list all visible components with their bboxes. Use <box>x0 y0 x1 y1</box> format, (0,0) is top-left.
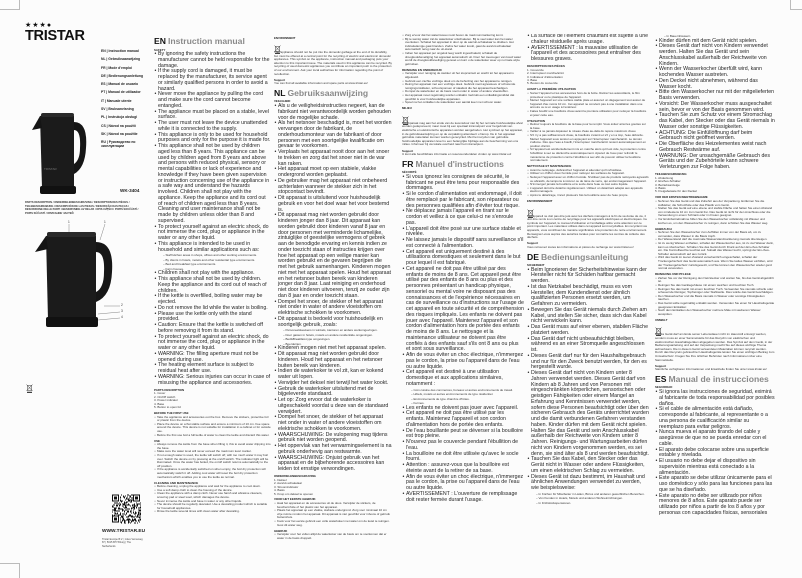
safety-bullet: • Dit apparaat is bedoeld voor huishoudelijk en soortgelijk gebruik, zoals: <box>274 317 392 329</box>
weee-bin-icon <box>655 323 662 332</box>
instruction-bullet: • If not enough water is used, the kettle will switch off, with too much water it may boil over. Switch the device on by pressing at the on/off switch. The indicator light will be illuminated. Once the water has boiled, the on/off switch returns automatically to the off position. <box>154 454 271 468</box>
paragraph: Dit apparaat mag aan het einde van de levensduur niet bij het normale huishoudelijke afval worden gedeponeerd, maar moet bij een speciaal inzamelpunt voor hergebruik van elektrische en elektronische apparaten worden aangeboden. Het symbool op het apparaat, in de gebruiksaanwijzing en op de verpakking attendeert u hierop. De in het apparaat gebruikte materialen kunnen worden gerecycled. Met het recyclen van gebruikte huishoudelijke apparaten levert u een belangrijke bijdrage aan de bescherming van ons milieu. Informeer bij uw lokale overheid naar het inzamelpunt. <box>402 120 523 147</box>
usage-subitem: – In Bauernhäusern. <box>664 34 692 38</box>
instruction-bullet: • Nehmen Sie den Wasserkocher zum Auffüllen immer von der Basis ab, um zu vermeiden, dass Wasser in die Basis tropft. <box>655 231 775 238</box>
instruction-bullet: • Kook voor het eerste gebruik een volle waterkoker met water om de ketel te reinigen. Gooi dit water weg. <box>274 520 392 527</box>
safety-bullet: • AVERTISSEMENT : L'ouverture de remplissage doit rester fermée durant l'usage. <box>402 492 524 504</box>
language-item: SK | Návod na použitie <box>101 131 138 136</box>
paragraph: Vous retrouvez toutes les informations et pièces de rechange sur www.tristar.eu! <box>527 244 634 249</box>
usage-subitem: – In Küchen für Mitarbeiter in Läden, Büros und anderen gewerblichen Bereichen. <box>536 491 645 496</box>
instruction-bullet: • Clean the appliance with a damp cloth. Never use harsh and abrasive cleaners, scouring pad or steel wool, which damages the device. <box>154 492 271 499</box>
part-item: 3. Stroomindicator <box>274 484 299 489</box>
safety-bullet: • Het apparaat moet op een stabiele, vlakke ondergrond worden geplaatst. <box>274 167 392 179</box>
safety-bullet: • Dit apparaat mag niet worden gebruikt door kinderen. Houd het apparaat en het netsnoer buiten bereik van kinderen. <box>274 352 392 369</box>
section-heading: Support <box>527 241 539 246</box>
usage-subitem: – By clients in hotels, motels and other residential type environments. <box>163 257 256 262</box>
instruction-bullet: • Verwijder voor het vullen altijd de waterkoker van de basis om te voorkomen dat er water in de basis druppelt. <box>274 533 392 540</box>
language-code: ES <box>655 373 667 384</box>
safety-bullet: • El aparato debe colocarse sobre una superficie estable y nivelada. <box>655 448 775 460</box>
instruction-bullet: • Before cleaning, unplug the appliance and wait for the appliance to cool down. <box>154 485 271 489</box>
safety-bullet: • Als u de veiligheidsinstructies negeert, kan de fabrikant niet verantwoordelijk worden gehouden voor de mogelijke schade. <box>274 104 392 121</box>
usage-subitem: – Boerderijen. <box>283 341 302 346</box>
instruction-bullet: • Gebruik een zachte vochtige doek om de behuizing van het apparaat te reinigen. <box>402 80 524 84</box>
safety-bullet: • Afin de vous éviter un choc électrique, n'immergez pas le cordon, la prise ou l'appareil dans de l'eau ou autre liquide. <box>402 353 524 370</box>
safety-bullet: • WAARSCHUWING: Onjuist gebruik van het apparaat en de bijbehorende accessoires kan leiden tot ernstige verwondingen. <box>274 456 392 473</box>
section-heading: VOOR HET EERSTE GEBRUIK <box>274 497 316 502</box>
safety-bullet: • El usuario no debe dejar el dispositivo sin supervisión mientras está conectado a la alimentación. <box>655 459 775 476</box>
paragraph: U kunt alle beschikbare informatie en reserveonderdelen vinden op www.tristar.eu! <box>402 152 512 157</box>
safety-bullet: • By ignoring the safety instructions the manufacturer cannot be held responsible for the damage. <box>154 52 271 69</box>
safety-bullet: • Afin de vous éviter un choc électrique, n'immergez pas le cordon, la prise ou l'appareil dans de l'eau ou autre liquide. <box>402 475 524 492</box>
safety-bullet: • Tauchen Sie das Kabel, den Stecker oder das Gerät nicht in Wasser oder andere Flüssigkeiten, um einen elektrischen Schlag zu vermeiden. <box>527 457 649 474</box>
language-section-title <box>402 159 524 169</box>
part-item: 5. Freigabetaste für den Deckel <box>655 189 697 194</box>
crop-mark-bottom-left <box>0 563 20 578</box>
safety-bullet: • Kinderen mogen niet met het apparaat spelen. <box>274 346 392 352</box>
part-item: 3. Indicateur d'alimentation <box>527 74 563 79</box>
section-heading: TEILEBESCHREIBUNG <box>655 172 687 177</box>
instruction-bullet: • The device should be regularly descaled. Use a descaling product which is suitable for household appliances. <box>154 503 271 510</box>
instruction-bullet: • Retirez toujours la bouilloire de la base pour la remplir. Vous évitez ainsi les gouttes sur la base. <box>527 123 649 130</box>
safety-bullet: • WARNING: The filling aperture must not be opened during use. <box>154 352 271 364</box>
instruction-bullet: • Stellen Sie das Gerät auf eine ebene und stabile Fläche und halten Sie einen Abstand von mindestens 10 cm zum Gerät frei. Das Gerät ist nicht für den Anschluss oder die Verwendung in einem Schrank oder im Freien geeignet. <box>655 207 775 218</box>
instruction-bullet: • Spoel na het ontkalken de waterkoker een aantal keer met schoon water. <box>402 101 524 105</box>
safety-bullet: • WAARSCHUWING: De vulopening mag tijdens gebruik niet worden geopend. <box>274 433 392 445</box>
safety-bullet: • Ne laissez jamais le dispositif sans surveillance s'il est connecté à l'alimentation. <box>402 238 524 250</box>
part-item: 3. Power indicator <box>154 398 179 403</box>
language-section-title <box>154 36 271 46</box>
safety-bullet: • The appliance must be placed on a stable, level surface. <box>154 110 271 122</box>
section-heading: DESCRIPTION DES PIÈCES <box>527 64 565 69</box>
safety-bullet: • This appliance is intended to be used in household and similar applications such as: <box>154 242 271 254</box>
part-item: 5. Bouton du couvercle <box>527 81 558 86</box>
part-item: 4. Basis <box>274 488 285 493</box>
language-code: NL <box>274 87 286 98</box>
manual-title: Manuel d'instructions <box>415 158 504 169</box>
safety-bullet: • Si ignora las instrucciones de seguridad, eximirá al fabricante de toda responsabilidad por posibles daños. <box>655 390 775 407</box>
logo-stars: ★★★● <box>25 22 53 29</box>
kettle-logo-text: TRISTAR <box>44 167 57 171</box>
safety-bullet: • This appliance shall not be used by children. Keep the appliance and its cord out of reach of children. <box>154 277 271 294</box>
instruction-bullet: • Take the appliance and accessories out the box. Remove the stickers, protective foil or plastic from the device. <box>154 416 271 423</box>
language-item: PL | Instrukcja obsługi <box>101 115 138 120</box>
paragraph: Cet appareil ne doit pas être jeté avec les déchets ménagers à la fin de sa durée de vie, il doit être remis à un centre de recyclage pour les appareils électriques et électroniques. Ce symbole sur l'appareil, le manuel d'utilisation et l'emballage attire votre attention sur ce point important. Les matériaux utilisés dans cet appareil sont recyclables. En recyclant vos appareils, vous contribuez de manière significative à la protection de notre environnement. Renseignez-vous auprès des autorités locales pour connaître les centres de collecte des déchets. <box>527 213 648 240</box>
section-heading: Support <box>274 77 286 82</box>
usage-subitem: – Personeelskeukens in winkels, kantoren en andere werkomgevingen. <box>283 328 378 333</box>
safety-bullet: • If the kettle is overfilled, boiling water may be ejected. <box>154 294 271 306</box>
instruction-bullet: • Sortez l'appareil et les accessoires hors de la boîte. Retirez les autocollants, le film protecteur ou le plastique de l'appareil. <box>527 92 649 99</box>
safety-bullet: • Das Gerät muss auf einer ebenen, stabilen Fläche platziert werden. <box>527 325 649 337</box>
usage-subitem: – Von Kunden in Hotels, Motels und anderen Wohneinrichtungen. <box>536 496 624 501</box>
language-section-title <box>655 374 775 384</box>
section-heading: MILIEU <box>402 106 412 111</box>
instruction-bullet: • Reinigen Sie das Gerät mit einem feuchten Tuch. Verwenden Sie niemals scharfe oder scheuernde Reiniger, Topfreiniger oder Stahlwolle. Dies würde das Gerät beschädigen. <box>655 288 775 295</box>
instruction-bullet: • Make sure the water level will never exceed the maximum level marker. <box>154 450 271 454</box>
manual-title: Gebruiksaanwijzing <box>287 87 369 98</box>
instruction-bullet: • Avant le nettoyage, débranchez l'appareil et attendez qu'il refroidisse. <box>527 169 649 173</box>
section-heading: SICHERHEIT <box>527 263 545 268</box>
safety-bullet: • Si el cable de alimentación está dañado, corresponde al fabricante, al representante o a una persona de cualificación similar su reemplazo para evitar peligros. <box>655 407 775 430</box>
part-item: 4. Base <box>527 78 538 83</box>
instruction-bullet: • Bij te weinig water zal de waterkoker uitschakelen. Bij te veel water kan het water overkoken. Schakel het apparaat in door op de aan/uit-schakelaar te drukken. Het indicatielampje gaat branden. Zodra het water kookt, gaat de aan/uit-schakelaar automatisch terug naar de uit-stand. <box>402 38 524 52</box>
safety-bullet: • Bewegen Sie das Gerät niemals durch Ziehen am Kabel, und stellen Sie sicher, dass sich das Kabel nicht verwickeln kann. <box>527 308 649 325</box>
section-heading: UMWELT <box>655 317 668 322</box>
section-heading: ENVIRONMENT <box>274 35 296 40</box>
logo-wordmark: TRISTAR <box>25 28 85 44</box>
language-item: EN | Instruction manual <box>101 49 139 53</box>
instruction-bullet: • Rinse the kettle several times with clean water after descaling. <box>154 510 271 514</box>
instruction-bullet: • L'appareil doit être détartré régulièrement. Utilisez un détartrant adapté aux appareils électroménagers. <box>527 187 649 194</box>
crop-mark-top-right <box>790 0 802 10</box>
safety-bullet: • De l'eau bouillante peut se déverser si la bouilloire est trop pleine. <box>402 429 524 441</box>
safety-bullet: • Die Oberfläche des Heizelementes weist nach Gebrauch Restwärme auf. <box>655 142 775 154</box>
usage-subitem: – Hôtels, motels et autres environnements de type résidentiel. <box>411 392 494 397</box>
manual-title: Manual de instrucciones <box>668 373 769 384</box>
qr-code[interactable] <box>112 493 141 525</box>
instruction-bullet: • Haal het apparaat en de accessoires uit de doos. Verwijder de stickers, de beschermfolie of het plastic van het apparaat. <box>274 502 392 509</box>
usage-subitem: – Coin cuisine des commerces, bureaux et autres environnements de travail. <box>411 387 513 392</box>
safety-bullet: • Si le cordon d'alimentation est endommagé, il doit être remplacé par le fabricant, son réparateur ou des personnes qualifiées afin d'éviter tout risque. <box>402 192 524 209</box>
safety-bullet: • Dompel het snoer, de stekker of het apparaat niet onder in water of andere vloeistoffen om elektrische schokken te voorkomen. <box>274 300 392 317</box>
instruction-bullet: • Reinigen Sie das Gerätegehäuse mit einem weichen und feuchten Tuch. <box>655 284 775 288</box>
language-item: PT | Manual de utilizador <box>101 90 141 95</box>
language-item: NL | Gebruiksaanwijzing <box>101 57 141 62</box>
safety-bullet: • If the supply cord is damaged, it must be replaced by the manufacturer, its service agent or similarly qualified persons in order to avoid a hazard. <box>154 69 271 92</box>
language-item: FR | Mode d'emploi <box>101 65 132 70</box>
safety-bullet: • Let op: Zorg ervoor dat de waterkoker is uitgeschakeld voordat u deze van de standaard verwijdert. <box>274 398 392 415</box>
safety-bullet: • Do not remove the lid while the water is boiling. <box>154 306 271 312</box>
model-number: WK-3404 <box>120 188 140 193</box>
safety-bullet: • Ist das Netzkabel beschädigt, muss es vom Hersteller, dem Kundendienst oder ähnlich qualifizierten Personen ersetzt werden, um Gefahren zu vermeiden. <box>527 285 649 308</box>
part-item: 5. Knop om deksel te openen <box>274 491 314 496</box>
weee-bin-icon <box>527 205 534 214</box>
manual-title: Instruction manual <box>167 36 245 46</box>
safety-bullet: • Cet appareil ne doit pas être utilisé par les enfants. Maintenez l'appareil et son cordon d'alimentation hors de portée des enfants. <box>402 411 524 428</box>
safety-bullet: • Este aparato no debe ser utilizado por niños menores de 8 años. Este aparato puede ser utilizado por niños a partir de los 8 años y por personas con capacidades físicas, sensoriales <box>655 494 775 517</box>
paragraph: This appliance should not be put into the domestic garbage at the end of its durability, but must be offered at a central point for the recycling of electric and electronic domestic appliances. This symbol on the appliance, instruction manual and packaging puts your attention to this important issue. The materials used in this appliance can be recycled. By recycling of used domestic appliances you contribute an important push to the protection of our environment. Ask your local authorities for information regarding the point of recollection. <box>274 50 392 76</box>
safety-bullet: • Dompel het snoer, de stekker of het apparaat niet onder in water of andere vloeistoffen om elektrische schokken te voorkomen. <box>274 415 392 432</box>
instruction-bullet: • Indien het apparaat per ongeluk leeg wordt ingeschakeld, schakelt de droogkookbeveiliging het apparaat automatisch uit. Door het toevoegen van koud water wordt de droogkookbeveiliging gereset en kunt u de waterkoker weer op normale wijze gebruiken. <box>402 52 524 66</box>
safety-bullet: • ACHTUNG: Die Einfüllöffnung darf beim Gebrauch nicht geöffnet werden. <box>655 131 775 143</box>
part-item: 1. Abdeckung <box>655 175 674 180</box>
safety-bullet: • Das Gerät darf nicht unbeaufsichtigt bleiben, während es an einer Stromquelle angeschlossen ist. <box>527 337 649 354</box>
language-code: FR <box>402 158 414 169</box>
safety-bullet: • Als het netsnoer beschadigd is, moet het worden vervangen door de fabrikant, de onderhoudsmonteur van de fabrikant of door personen met een soortgelijke kwalificatie om gevaar te voorkomen. <box>274 121 392 150</box>
callout-1b: 1 <box>104 220 106 224</box>
safety-bullet: • Dieses Gerät darf nicht von Kindern unter 8 Jahren verwendet werden. Dieses Gerät darf von Kindern ab 8 Jahren und von Personen mit eingeschränkten körperlichen, sensorischen oder geistigen Fähigkeiten oder einem Mangel an Erfahrung und Kenntnissen verwendet werden, sofern diese Personen beaufsichtigt oder über den sicheren Gebrauch des Geräts unterrichtet wurden und die damit verbundenen Gefahren verstanden haben. Kinder dürfen mit dem Gerät nicht spielen. Halten Sie das Gerät und sein Anschlusskabel außerhalb der Reichweite von Kindern unter 8 Jahren. Reinigungs- und Wartungsarbeiten dürfen nicht von Kindern vorgenommen werden, es sei denn, sie sind älter als 8 und werden beaufsichtigt. <box>527 371 649 457</box>
website-link[interactable]: WWW.TRISTAR.EU <box>102 529 146 534</box>
section-heading: SÉCURITÉ <box>402 170 417 175</box>
instruction-bullet: • Never immerse the kettle and base in water or any other liquids. <box>154 500 271 504</box>
safety-bullet: • Verwijder het deksel niet terwijl het water kookt. <box>274 381 392 387</box>
safety-bullet: • Attention : assurez-vous que la bouilloire est éteinte avant de la retirer de sa base. <box>402 463 524 475</box>
paragraph: You can find all available information and spare parts at www.tristar.eu! <box>274 81 368 86</box>
part-item: 2. On/Off switch <box>154 394 176 399</box>
safety-bullet: • Verplaats het apparaat nooit door aan het snoer te trekken en zorg dat het snoer niet in de war kan raken. <box>274 150 392 167</box>
instruction-bullet: • Utilisez un chiffon doux humide pour nettoyer les surfaces de l'appareil. <box>527 172 649 176</box>
safety-bullet: • Dieses Gerät darf nicht von Kindern verwendet werden. Halten Sie das Gerät und sein Anschlusskabel außerhalb der Reichweite von Kindern. <box>655 44 775 67</box>
manual-title: Bedienungsanleitung <box>540 251 629 262</box>
instruction-bullet: • Place the device on a flat stable surface and ensure a minimum of 10 cm. free space around the device. This device is not suitable for installation in a cabinet or for outside use. <box>154 423 271 434</box>
part-item: 4. Base <box>154 401 165 406</box>
weee-bin-icon <box>402 112 409 121</box>
safety-bullet: • Never move the appliance by pulling the cord and make sure the cord cannot become entangled. <box>154 92 271 109</box>
safety-bullet: • This appliance shall not be used by children aged less than 8 years. This appliance can be used by children aged from 8 years and above and persons with reduced physical, sensory or mental capabilities or lack of experience and knowledge if they have been given supervision or instruction concerning use of the appliance in a safe way and understand the hazards involved. Children shall not play with the appliance. Keep the appliance and its cord out of reach of children aged less than 8 years. Cleaning and user maintenance shall not be made by children unless older than 8 and supervised. <box>154 144 271 225</box>
instruction-bullet: • Nehmen Sie das Gerät und das Zubehör aus der Verpackung. Entfernen Sie die Aufkleber, die Schutzfolie oder das Plastik vom Gerät. <box>655 200 775 207</box>
language-item: RU | Руководство по эксплуатации <box>101 140 136 148</box>
section-heading: ONDERDELENBESCHRIJVING <box>274 474 316 479</box>
safety-bullet: • Dit apparaat mag niet worden gebruikt door kinderen jonger dan 8 jaar. Dit apparaat kan worden gebruikt door kinderen vanaf 8 jaar en door personen met verminderde lichamelijke, zintuiglijke of geestelijke vermogens of gebrek aan de benodigde ervaring en kennis indien ze onder toezicht staan of instructies krijgen over hoe het apparaat op een veilige manier kan worden gebruikt en de gevaren begrijpen die met het gebruik samenhangen. Kinderen mogen niet met het apparaat spelen. Houd het apparaat en het netsnoer buiten bereik van kinderen jonger dan 8 jaar. Laat reiniging en onderhoud niet door kinderen uitvoeren, tenzij ze ouder zijn dan 8 jaar en onder toezicht staan. <box>274 213 392 299</box>
safety-bullet: • Si vous ignorez les consignes de sécurité, le fabricant ne peut être tenu pour responsable des dommages. <box>402 175 524 192</box>
column-fr-de <box>527 34 649 572</box>
instruction-bullet: • Ist zu wenig Wasser enthalten, schaltet der Wasserkocher aus, ist zu viel Wasser darin, kann es überkochen. Schalten Sie das Gerät durch Druck auf den Ein-/Aus-Schalter ein. Die Kontrollleuchte leuchtet auf. Sobald das Wasser kocht, springt der Ein-/Aus-Schalter automatisch auf aus zurück. <box>655 242 775 256</box>
parts-description-title: PARTS DESCRIPTION / ONDERDELENBESCHRIJVING / DESCRIPTION DES PIÈCES / TEILEBESCHREIBUNG / DESCRIPCIÓN DE LAS PIEZAS / DESCRIÇÃO DAS PEÇAS / DESCRIZIONE DELLE PARTI / BESKRIVNING AV DELAR / OPIS CZĘŚCI / POPIS SOUČÁSTÍ / POPIS SÚČASTÍ / ОПИСАНИЕ ЧАСТЕЙ <box>25 201 139 215</box>
usage-subitem: – In Frühstückspensionen. <box>536 500 572 505</box>
instruction-bullet: • Reinig het apparaat met een vochtige doek. Gebruik nooit agressieve of schurende reinigingsmiddelen, schuursponsen of staalwol die het apparaat beschadigen. <box>402 83 524 90</box>
column-nl-fr <box>402 34 524 572</box>
safety-bullet: • AVERTISSEMENT : la mauvaise utilisation de l'appareil et des accessoires peut entraîner des blessures graves. <box>527 46 649 63</box>
section-heading: GEBRUIK <box>274 528 288 533</box>
safety-bullet: • Please use the kettle only with the stand provided. <box>154 312 271 324</box>
callout-2: 2 <box>121 303 123 307</box>
instruction-bullet: • Always remove the kettle from the base when filling it, this to avoid water dripping into the base. <box>154 443 271 450</box>
safety-bullet: • Bitte den Wasserkocher nur mit der mitgelieferten Basis verwenden. <box>655 90 775 102</box>
language-item: DE | Bedienungsanleitung <box>101 73 144 78</box>
instruction-bullet: • Der Wasserstand darf die maximale Wasserstandmarkierung niemals übersteigen. <box>655 238 775 242</box>
safety-bullet: • To protect yourself against an electric shock, do not immerse the cord, plug or appliance in the water or any other liquid. <box>154 335 271 352</box>
safety-bullet: • Este aparato se debe utilizar únicamente para el uso doméstico y sólo para las funciones para las que se ha diseñado. <box>655 476 775 493</box>
safety-bullet: • Les enfants ne doivent pas jouer avec l'appareil. <box>402 406 524 412</box>
instruction-bullet: • S'il n'y a pas suffisamment d'eau, la bouilloire s'éteint et s'il y en a trop, l'eau déborde. Mettez l'appareil sous tension en appuyant sur l'interrupteur marche/arrêt. Le témoin s'allume. Dès que l'eau a bouilli, l'interrupteur marche/arrêt revient automatiquement en position d'arrêt. <box>527 134 649 148</box>
language-code: DE <box>527 251 539 262</box>
part-item: 1. Couvercle <box>527 67 544 72</box>
tristar-logo <box>25 22 100 44</box>
safety-bullet: • This appliance is only to be used for household purposes and only for the purpose it is made for. <box>154 133 271 145</box>
section-heading: Support <box>402 148 414 153</box>
safety-bullet: • Dieses Gerät ist dazu bestimmt, im Haushalt und ähnlichen Anwendungen verwendet zu werden, wie beispielsweise: <box>527 475 649 492</box>
section-heading: GEBRAUCH <box>655 226 672 231</box>
safety-bullet: • Dit apparaat is uitsluitend voor huishoudelijk gebruik en voor het doel waar het voor bestemd is. <box>274 196 392 213</box>
instruction-bullet: • Vor Erstinbetriebnahme füllen Sie den Wasserkocher vollständig mit Wasser und kochen es, um den Wasserkocher zu reinigen, dann schütten Sie das Wasser weg. <box>655 218 775 225</box>
instruction-bullet: • Den Wasserkocher und die Basis niemals in Wasser oder sonstige Flüssigkeiten tauchen. <box>655 295 775 302</box>
instruction-bullet: • Si l'appareil est accidentellement mis en marche alors qu'il est vide, la protection contre l'ébullition à sec se déclenche automatiquement. Ajoutez de l'eau pour refroidir le mécanisme de protection contre l'ébullition à sec afin de pouvoir utiliser la bouilloire normalement. <box>527 148 649 162</box>
instruction-bullet: • Het apparaat moet regelmatig worden ontkalkt. Gebruik een ontkalkingsmiddel dat geschikt is voor huishoudelijke apparaten. <box>402 94 524 101</box>
instruction-bullet: • Veillez à ne jamais dépasser le niveau d'eau au-delà du repère maximum d'eau. <box>527 130 649 134</box>
section-heading: SAFETY <box>154 47 166 52</box>
usage-subitem: – Fermes. <box>411 401 425 406</box>
column-de-es <box>655 34 775 572</box>
instruction-bullet: • Before the first use boil a full kettle of water to clean the kettle and discard this water. <box>154 434 271 438</box>
weee-bin-icon <box>274 41 281 50</box>
part-item: 2. Interrupteur marche/arrêt <box>527 71 564 76</box>
safety-bullet: • Kinder dürfen mit dem Gerät nicht spielen. <box>655 39 775 45</box>
safety-bullet: • The heating element surface is subject to residual heat after use. <box>154 363 271 375</box>
language-item: CS | Návod na použití <box>101 123 136 128</box>
column-en <box>154 34 271 572</box>
kettle-product-image <box>30 108 88 196</box>
safety-bullet: • Tauchen Sie zum Schutz vor einem Stromschlag das Kabel, den Stecker oder das Gerät niemals in Wasser oder sonstige Flüssigkeiten. <box>655 113 775 130</box>
callout-4: 4 <box>121 315 123 319</box>
safety-bullet: • WARNUNG: Der unsachgemäße Gebrauch des Geräts und der Zubehörteile kann schwere Verletzungen zur Folge haben. <box>655 154 775 171</box>
instruction-bullet: • N'immergez jamais la bouilloire et le socle dans l'eau ou tout autre liquide. <box>527 183 649 187</box>
section-heading: CLEANING AND MAINTENANCE <box>154 480 199 485</box>
instruction-bullet: • Das Gerät sollte regelmäßig entkalkt werden. Verwenden Sie einen für Haushaltsgeräte geeigneten Entkalker. <box>655 302 775 309</box>
language-item: ES | Manual de usuario <box>101 82 139 87</box>
safety-bullet: • Caution: Ensure that the kettle is switched off before removing it from its stand. <box>154 323 271 335</box>
section-heading: VEILIGHEID <box>274 99 291 104</box>
safety-bullet: • Children shall not play with the appliance. <box>154 271 271 277</box>
weee-bin-icon <box>26 384 33 393</box>
usage-subitem: – Staff kitchen areas in shops, offices and other working environments. <box>163 253 257 258</box>
part-item: 2. Ein/Aus-Schalter <box>655 179 681 184</box>
paragraph: Sämtliche verfügbaren Informationen und Ersatzteile finden Sie unter www.tristar.eu! <box>655 367 768 372</box>
safety-bullet: • Cet appareil est uniquement destiné à des utilisations domestiques et seulement dans le but pour lequel il est fabriqué. <box>402 250 524 267</box>
language-section-title <box>274 88 392 98</box>
section-heading: VOR DER ERSTEN INBETRIEBNAHME <box>655 195 708 200</box>
section-heading: USE <box>154 438 160 443</box>
safety-bullet: • Gebruik de waterkoker uitsluitend met de bijgeleverde standaard. <box>274 387 392 399</box>
part-item: 3. Betriebsanzeige <box>655 182 680 187</box>
safety-bullet: • La bouilloire ne doit être utilisée qu'avec le socle fourni. <box>402 452 524 464</box>
safety-bullet: • De gebruiker mag het apparaat niet onbeheerd achterlaten wanneer de stekker zich in het stopcontact bevindt. <box>274 179 392 196</box>
safety-bullet: • Cet appareil ne doit pas être utilisé par des enfants de moins de 8 ans. Cet appareil peut être utilisé par des enfants de 8 ans ou plus et des personnes présentant un handicap physique, sensoriel ou mental voire ne disposant pas des connaissances et de l'expérience nécessaires en cas de surveillance ou d'instructions sur l'usage de cet appareil en toute sécurité et de compréhension des risques impliqués. Les enfants ne doivent pas jouer avec l'appareil. Maintenez l'appareil et son cordon d'alimentation hors de portée des enfants de moins de 8 ans. Le nettoyage et la maintenance utilisateur ne doivent pas être confiés à des enfants sauf s'ils ont 8 ans ou plus et sont sous surveillance. <box>402 267 524 353</box>
instruction-bullet: • Plaats het apparaat op een vlakke, stabiele ondergrond. Zorg voor minimaal 10 cm vrije ruimte rondom het apparaat. Dit apparaat is niet geschikt voor inbouw of gebruik buitenshuis. <box>274 509 392 520</box>
safety-bullet: • Dieses Gerät darf nur für den Haushaltsgebrauch und nur für den Zweck benutzt werden, für den es hergestellt wurde. <box>527 354 649 371</box>
instruction-bullet: • Nach dem Entkalken den Wasserkocher mehrere Male mit sauberem Wasser ausspülen. <box>655 309 775 316</box>
instruction-bullet: • Zorg ervoor dat het waterniveau nooit boven de maximummarkering komt. <box>402 34 524 38</box>
paragraph: Dieses Gerät darf am Ende seiner Lebensdauer nicht im Hausmüll entsorgt werden, sondern muss an einer Sammelstelle für das Recyclin von elektrischen und elektronischen Haushaltsgeräten abgegeben werden. Das Symbol auf dem Gerät, in der Bedienungsanleitung und auf der Verpackung macht Sie auf dieses wichtige Thema aufmerksam. Die in diesem Gerät verwendeten Materialien können recycelt werden. Durch das Recyceln gebrauchter Haushaltsgeräte leisten Sie einen wichtigen Beitrag zum Umweltschutz. Fragen Sie Ihre örtlichen Behörden nach Informationen über eine Sammelstelle. <box>655 332 775 362</box>
instruction-bullet: • Mettez l'appareil sur une surface stable plate et assurez un dégagement tout autour de l'appareil d'au moins 10 cm. Cet appareil ne convient pas à une installation dans une armoire ou à un usage à l'extérieur. <box>527 99 649 110</box>
language-item: SV | Bruksanvisning <box>101 107 134 112</box>
usage-subitem: – Door gasten in hotels, motels en andere residentiële omgevingen. <box>283 332 373 337</box>
language-code: EN <box>154 36 166 46</box>
safety-bullet: • Het oppervlak van het verwarmingselement is na gebruik onderhevig aan restwarmte. <box>274 444 392 456</box>
instruction-bullet: • Nettoyez l'appareil avec un chiffon humide. N'utilisez pas de produits nettoyants agressifs ou abrasifs, de tampons à récurer ou de laine de verre, qui endommageraient l'appareil. <box>527 176 649 183</box>
safety-bullet: • Indien de waterkoker te vol zit, kan er kokend water uit lopen. <box>274 369 392 381</box>
safety-bullet: • Cet appareil est destiné à une utilisation domestique et aux applications similaires, notamment : <box>402 370 524 387</box>
part-item: 4. Basis <box>655 186 666 191</box>
safety-bullet: • WARNING: Serious injuries can occur in case of misusing the appliance and accessories. <box>154 375 271 387</box>
instruction-bullet: • Use a soft damp cloth to clean the housing of the device. <box>154 489 271 493</box>
safety-bullet: • The user must not leave the device unattended while it is connected to the supply. <box>154 121 271 133</box>
section-heading: ENVIRONNEMENT <box>527 199 553 204</box>
instruction-bullet: • Wird das Gerät im leeren Zustand versehentlich eingeschaltet, schaltet der Trockengehschutz das Gerät automatisch aus. Wenn Sie kaltes Wasser einfüllen, wird der Trockengehschutz zurückgesetzt, und Sie können den Wasserkocher wieder ganz normal verwenden. <box>655 256 775 270</box>
section-heading: BEFORE THE FIRST USE <box>154 410 189 415</box>
part-item: 5. Button to open lid <box>154 405 181 410</box>
usage-subitem: – Environnements de type chambre d'hôtes. <box>411 396 470 401</box>
instruction-bullet: • Dompel de waterkoker en de basis nooit onder in water of andere vloeistoffen. <box>402 90 524 94</box>
callout-1: 1 <box>68 220 70 224</box>
usage-subitem: – Bed and breakfast type environments. <box>163 262 217 267</box>
language-section-title <box>527 252 649 262</box>
safety-bullet: • La surface de l'élément chauffant est sujette à une chaleur résiduelle après usage. <box>527 34 649 46</box>
instruction-bullet: • Verwijder voor reiniging de stekker uit het stopcontact en wacht tot het apparaat is afgekoeld. <box>402 72 524 79</box>
safety-bullet: • L'appareil doit être posé sur une surface stable et nivelée. <box>402 227 524 239</box>
section-heading: UTILISATION <box>527 118 545 123</box>
language-item: IT | Manuale utente <box>101 98 132 103</box>
safety-bullet: • Den Deckel nicht abnehmen, während das Wasser kocht. <box>655 79 775 91</box>
instruction-bullet: • Ziehen Sie vor der Reinigung den Netzstecker und warten Sie, bis das Gerät abgekühlt ist. <box>655 277 775 284</box>
column-nl <box>274 34 392 572</box>
language-list <box>101 50 149 150</box>
safety-bullet: • Nunca mueva el aparato tirando del cable y asegúrese de que no se pueda enredar con el cable. <box>655 430 775 447</box>
safety-bullet: • Wenn der Wasserkocher überfüllt wird, kann kochendes Wasser austreten. <box>655 67 775 79</box>
section-heading: NETTOYAGE ET MAINTENANCE <box>527 164 572 169</box>
instruction-bullet: • If the appliance is accidentally switched on when empty, the boil dry protection will automatically switch it off. Adding cool water will reset the boil dry protection mechanism which enables you to use the kettle as normal. <box>154 468 271 479</box>
instruction-bullet: • Faites bouillir une bouilloire d'eau avant la première utilisation pour nettoyer la bouilloire et jetez cette eau. <box>527 110 649 117</box>
part-item: 1. Cover <box>154 391 166 396</box>
callout-3: 3 <box>121 309 123 313</box>
section-heading: AVANT LA PREMIÈRE UTILISATION <box>527 87 576 92</box>
section-heading: PARTS DESCRIPTION <box>154 387 185 392</box>
safety-bullet: • To protect yourself against an electric shock, do not immerse the cord, plug or appliance in the water or any other liquid. <box>154 225 271 242</box>
safety-bullet: • Vorsicht: Der Wasserkocher muss ausgeschaltet sein, bevor er von der Basis genommen wird. <box>655 102 775 114</box>
company-address: Tristar Europe B.V. | Jules Verneweg 87 | 5015 BH Tilburg | The Netherlands <box>102 538 143 548</box>
section-heading: REINIGING EN ONDERHOUD <box>402 67 442 72</box>
section-heading: REINIGUNG UND PFLEGE <box>655 272 691 277</box>
crop-mark-top-left <box>0 0 20 10</box>
safety-bullet: • N'ouvrez pas le couvercle pendant l'ébullition de l'eau. <box>402 440 524 452</box>
part-item: 1. Deksel <box>274 477 287 482</box>
instruction-bullet: • Après le détartrage, rincez plusieurs fois la bouilloire avec de l'eau propre. <box>527 194 649 198</box>
part-item: 2. Aan/uit-schakelaar <box>274 481 303 486</box>
section-heading: SEGURIDAD <box>655 385 673 390</box>
kettle-parts-diagram <box>34 222 129 330</box>
usage-subitem: – Farm houses. <box>163 266 184 271</box>
safety-bullet: • Beim Ignorieren der Sicherheitshinweise kann der Hersteller nicht für Schäden haftbar gemacht werden. <box>527 268 649 285</box>
safety-bullet: • Ne déplacez jamais l'appareil en tirant sur le cordon et veillez à ce que celui-ci ne s'enroule pas. <box>402 209 524 226</box>
section-heading: Support <box>655 363 667 368</box>
usage-subitem: – Bed&Breakfast-type omgevingen. <box>283 337 331 342</box>
